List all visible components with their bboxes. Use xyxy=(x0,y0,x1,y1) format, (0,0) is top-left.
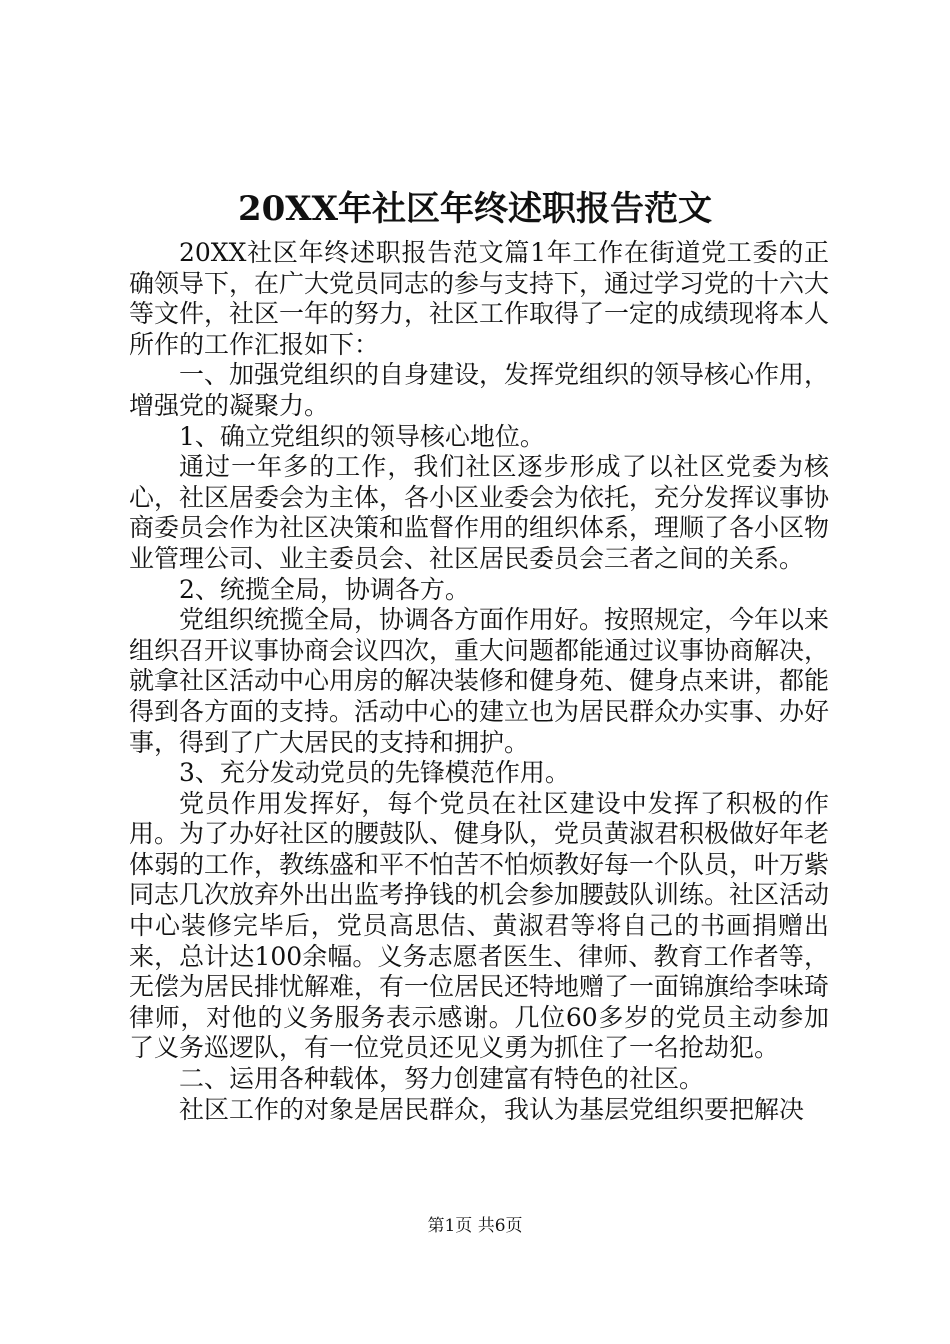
document-body xyxy=(129,238,829,1125)
paragraph: 1、确立党组织的领导核心地位。 xyxy=(179,421,545,451)
paragraph: 社区工作的对象是居民群众，我认为基层党组织要把解决 xyxy=(179,1094,805,1124)
page-footer: 第1页 共6页 xyxy=(427,1216,523,1236)
paragraph: 3、充分发动党员的先锋模范作用。 xyxy=(179,758,570,788)
paragraph: 通过一年多的工作，我们社区逐步形成了以社区党委为核心，社区居委会为主体，各小区业委会为依托，充分发挥议事协商委员会作为社区决策和监督作用的组织体系，理顺了各小区物业管理公司、业主委员会、社区居民委员会三者之间的关系。 xyxy=(129,452,830,573)
document-title: 20XX年社区年终述职报告范文 xyxy=(237,189,713,229)
paragraph: 20XX社区年终述职报告范文篇1年工作在街道党工委的正确领导下，在广大党员同志的参与支持下，通过学习党的十六大等文件，社区一年的努力，社区工作取得了一定的成绩现将本人所作的工作汇报如下： xyxy=(129,238,830,359)
paragraph: 二、运用各种载体，努力创建富有特色的社区。 xyxy=(179,1064,705,1094)
paragraph: 党员作用发挥好，每个党员在社区建设中发挥了积极的作用。为了办好社区的腰鼓队、健身队，党员黄淑君积极做好年老体弱的工作，教练盛和平不怕苦不怕烦教好每一个队员，叶万紫同志几次放弃外出出监考挣钱的机会参加腰鼓队训练。社区活动中心装修完毕后，党员高思佶、黄淑君等将自己的书画捐赠出来，总计达100余幅。义务志愿者医生、律师、教育工作者等，无偿为居民排忧解难，有一位居民还特地赠了一面锦旗给李味琦律师，对他的义务服务表示感谢。几位60多岁的党员主动参加了义务巡逻队，有一位党员还见义勇为抓住了一名抢劫犯。 xyxy=(129,788,830,1063)
paragraph: 一、加强党组织的自身建设，发挥党组织的领导核心作用，增强党的凝聚力。 xyxy=(129,360,830,420)
paragraph: 2、统揽全局，协调各方。 xyxy=(179,574,470,604)
paragraph: 党组织统揽全局，协调各方面作用好。按照规定，今年以来组织召开议事协商会议四次，重大问题都能通过议事协商解决，就拿社区活动中心用房的解决装修和健身苑、健身点来讲，都能得到各方面的支持。活动中心的建立也为居民群众办实事、办好事，得到了广大居民的支持和拥护。 xyxy=(129,605,830,757)
